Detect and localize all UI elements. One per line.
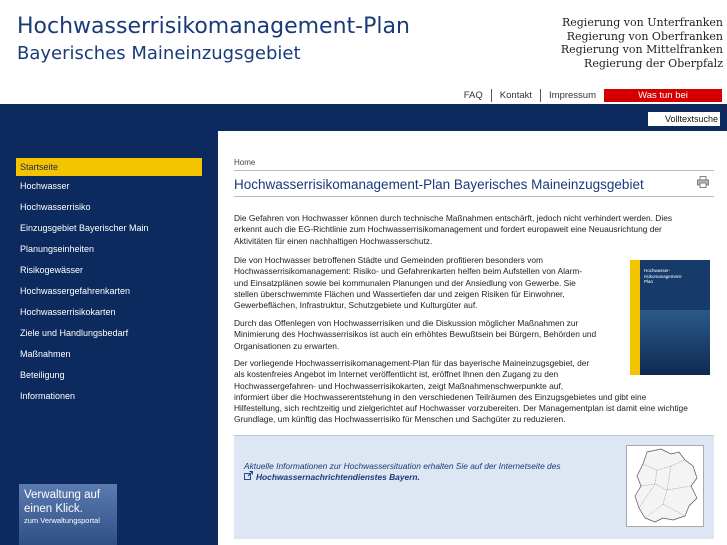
government-item[interactable]: Regierung von Oberfranken — [566, 29, 723, 43]
promo-line3: zum Verwaltungsportal — [24, 516, 100, 525]
page-title: Hochwasserrisikomanagement-Plan Bayerisches Maineinzugsgebiet — [234, 177, 644, 192]
text-line: Hilfestellung, sich rechtzeitig und zielgerichtet auf Hochwasser vorzubereiten. Der Managementplan ist damit eine wichtige — [234, 403, 688, 414]
info-link-text[interactable]: Hochwassernachrichtendienstes Bayern — [256, 472, 418, 482]
flood-alert-button[interactable]: Was tun bei — [604, 89, 722, 102]
awareness-paragraph — [234, 318, 624, 352]
government-item[interactable]: Regierung der Oberpfalz — [584, 56, 723, 70]
text-line: Gewerbeflächen, Infrastruktur, Schutzgebiete und Kulturgüter auf. — [234, 300, 478, 311]
government-item[interactable]: Regierung von Unterfranken — [561, 16, 723, 29]
text-line: informiert über die Hochwasserentstehung in den verschiedenen Teilräumen des Einzugsgebietes und gibt eine — [234, 391, 647, 402]
divider — [234, 196, 714, 197]
benefits-paragraph — [234, 255, 624, 311]
header — [0, 0, 727, 88]
text-line: als kostenfreies Angebot im Internet veröffentlicht ist, eröffnet Ihnen den Zugang zu den — [234, 369, 559, 380]
text-line: Hochwasserrisikomanagement: Risiko- und Gefahrenkarten helfen beim Aufstellen von Alarm- — [234, 266, 583, 277]
text-line: Durch das Offenlegen von Hochwasserrisiken und die Diskussion möglicher Maßnahmen zur — [234, 318, 579, 328]
sidebar-item-risikokarten[interactable]: Hochwasserrisikokarten — [20, 307, 116, 317]
info-link-suffix: . — [417, 472, 420, 482]
sidebar-item-hochwasserrisiko[interactable]: Hochwasserrisiko — [20, 202, 91, 212]
text-line: Die von Hochwasser betroffenen Städte und Gemeinden profitieren besonders vom — [234, 255, 543, 265]
sidebar-item-einzugsgebiet[interactable]: Einzugsgebiet Bayerischer Main — [20, 223, 149, 233]
text-line: erkennt auch die EG-Richtlinie zum Hochwasserrisikomanagement und fordert europaweit eine Neuausrichtung der — [234, 224, 662, 235]
verwaltungsportal-banner[interactable] — [19, 484, 117, 545]
cover-line: risikomanagement- — [644, 273, 683, 279]
cover-line: Hochwasser- — [644, 268, 671, 273]
bavaria-map[interactable] — [626, 445, 704, 527]
text-line: und Einsatzplänen sowie bei kommunalen Planungen und der Ansiedlung von Gewerbe. Sie — [234, 277, 576, 288]
sidebar-item-beteiligung[interactable]: Beteiligung — [20, 370, 65, 380]
sidebar-item-risikogewaesser[interactable]: Risikogewässer — [20, 265, 84, 275]
info-text: Aktuelle Informationen zur Hochwassersituation erhalten Sie auf der Internetseite des — [244, 461, 561, 471]
plan-cover-image[interactable] — [630, 260, 710, 375]
cover-title — [644, 268, 682, 285]
text-line: Organisationen zu erwarten. — [234, 340, 340, 351]
text-line: Grundlage, um künftig das Hochwasserrisiko für Menschen und Sachgüter zu reduzieren. — [234, 414, 566, 425]
text-line: Aktivitäten für einen nachhaltigen Hochwasserschutz. — [234, 235, 433, 246]
blue-banner — [0, 104, 727, 131]
text-line: Der vorliegende Hochwasserrisikomanagement-Plan für das bayerische Maineinzugsgebiet, der — [234, 358, 590, 368]
external-link-icon[interactable] — [244, 471, 253, 480]
promo-line2: einen Klick. — [24, 503, 83, 515]
sidebar-item-startseite[interactable]: Startseite — [16, 158, 202, 176]
printer-icon[interactable] — [697, 176, 709, 188]
text-line: stellen überschwemmte Flächen und Wassertiefen dar und zeigen Risiken für Einwohner, — [234, 288, 565, 299]
sidebar-item-hochwasser[interactable]: Hochwasser — [20, 181, 70, 191]
sidebar-item-ziele[interactable]: Ziele und Handlungsbedarf — [20, 328, 129, 338]
impressum-link[interactable]: Impressum — [549, 90, 596, 101]
promo-headline — [24, 488, 100, 516]
top-navigation — [456, 88, 722, 103]
government-item[interactable]: Regierung von Mittelfranken — [560, 43, 723, 56]
faq-link[interactable]: FAQ — [456, 89, 492, 102]
cover-water-image — [640, 310, 710, 375]
sidebar-item-informationen[interactable]: Informationen — [20, 391, 76, 401]
fulltext-search-button[interactable]: Volltextsuche — [648, 112, 720, 126]
divider — [234, 170, 714, 171]
intro-paragraph — [234, 213, 714, 247]
text-line: Minimierung des Hochwasserrisikos ist auch ein erhöhtes Bewußtsein bei Bürgern, Behörden und — [234, 329, 597, 340]
sidebar-item-massnahmen[interactable]: Maßnahmen — [20, 349, 71, 359]
site-subtitle: Bayerisches Maineinzugsgebiet — [17, 43, 301, 64]
sidebar-item-planungseinheiten[interactable]: Planungseinheiten — [20, 244, 95, 254]
kontakt-link[interactable]: Kontakt — [492, 89, 541, 102]
government-list — [561, 16, 723, 70]
breadcrumb[interactable]: Home — [234, 158, 256, 167]
sidebar-item-gefahrenkarten[interactable]: Hochwassergefahrenkarten — [20, 286, 131, 296]
text-line: Hochwassergefahren- und Hochwasserrisikokarten, zeigt Maßnahmenschwerpunkte auf, — [234, 380, 564, 391]
promo-line1: Verwaltung auf — [24, 489, 101, 501]
text-line: Die Gefahren von Hochwasser können durch technische Maßnahmen entschärft, jedoch nicht verhindert werden. Dies — [234, 213, 673, 223]
cover-line: Plan — [644, 279, 654, 284]
site-title[interactable]: Hochwasserrisikomanagement-Plan — [17, 14, 410, 39]
hochwassernachrichtendienst-link[interactable] — [256, 472, 420, 482]
cover-stripe — [630, 260, 640, 375]
